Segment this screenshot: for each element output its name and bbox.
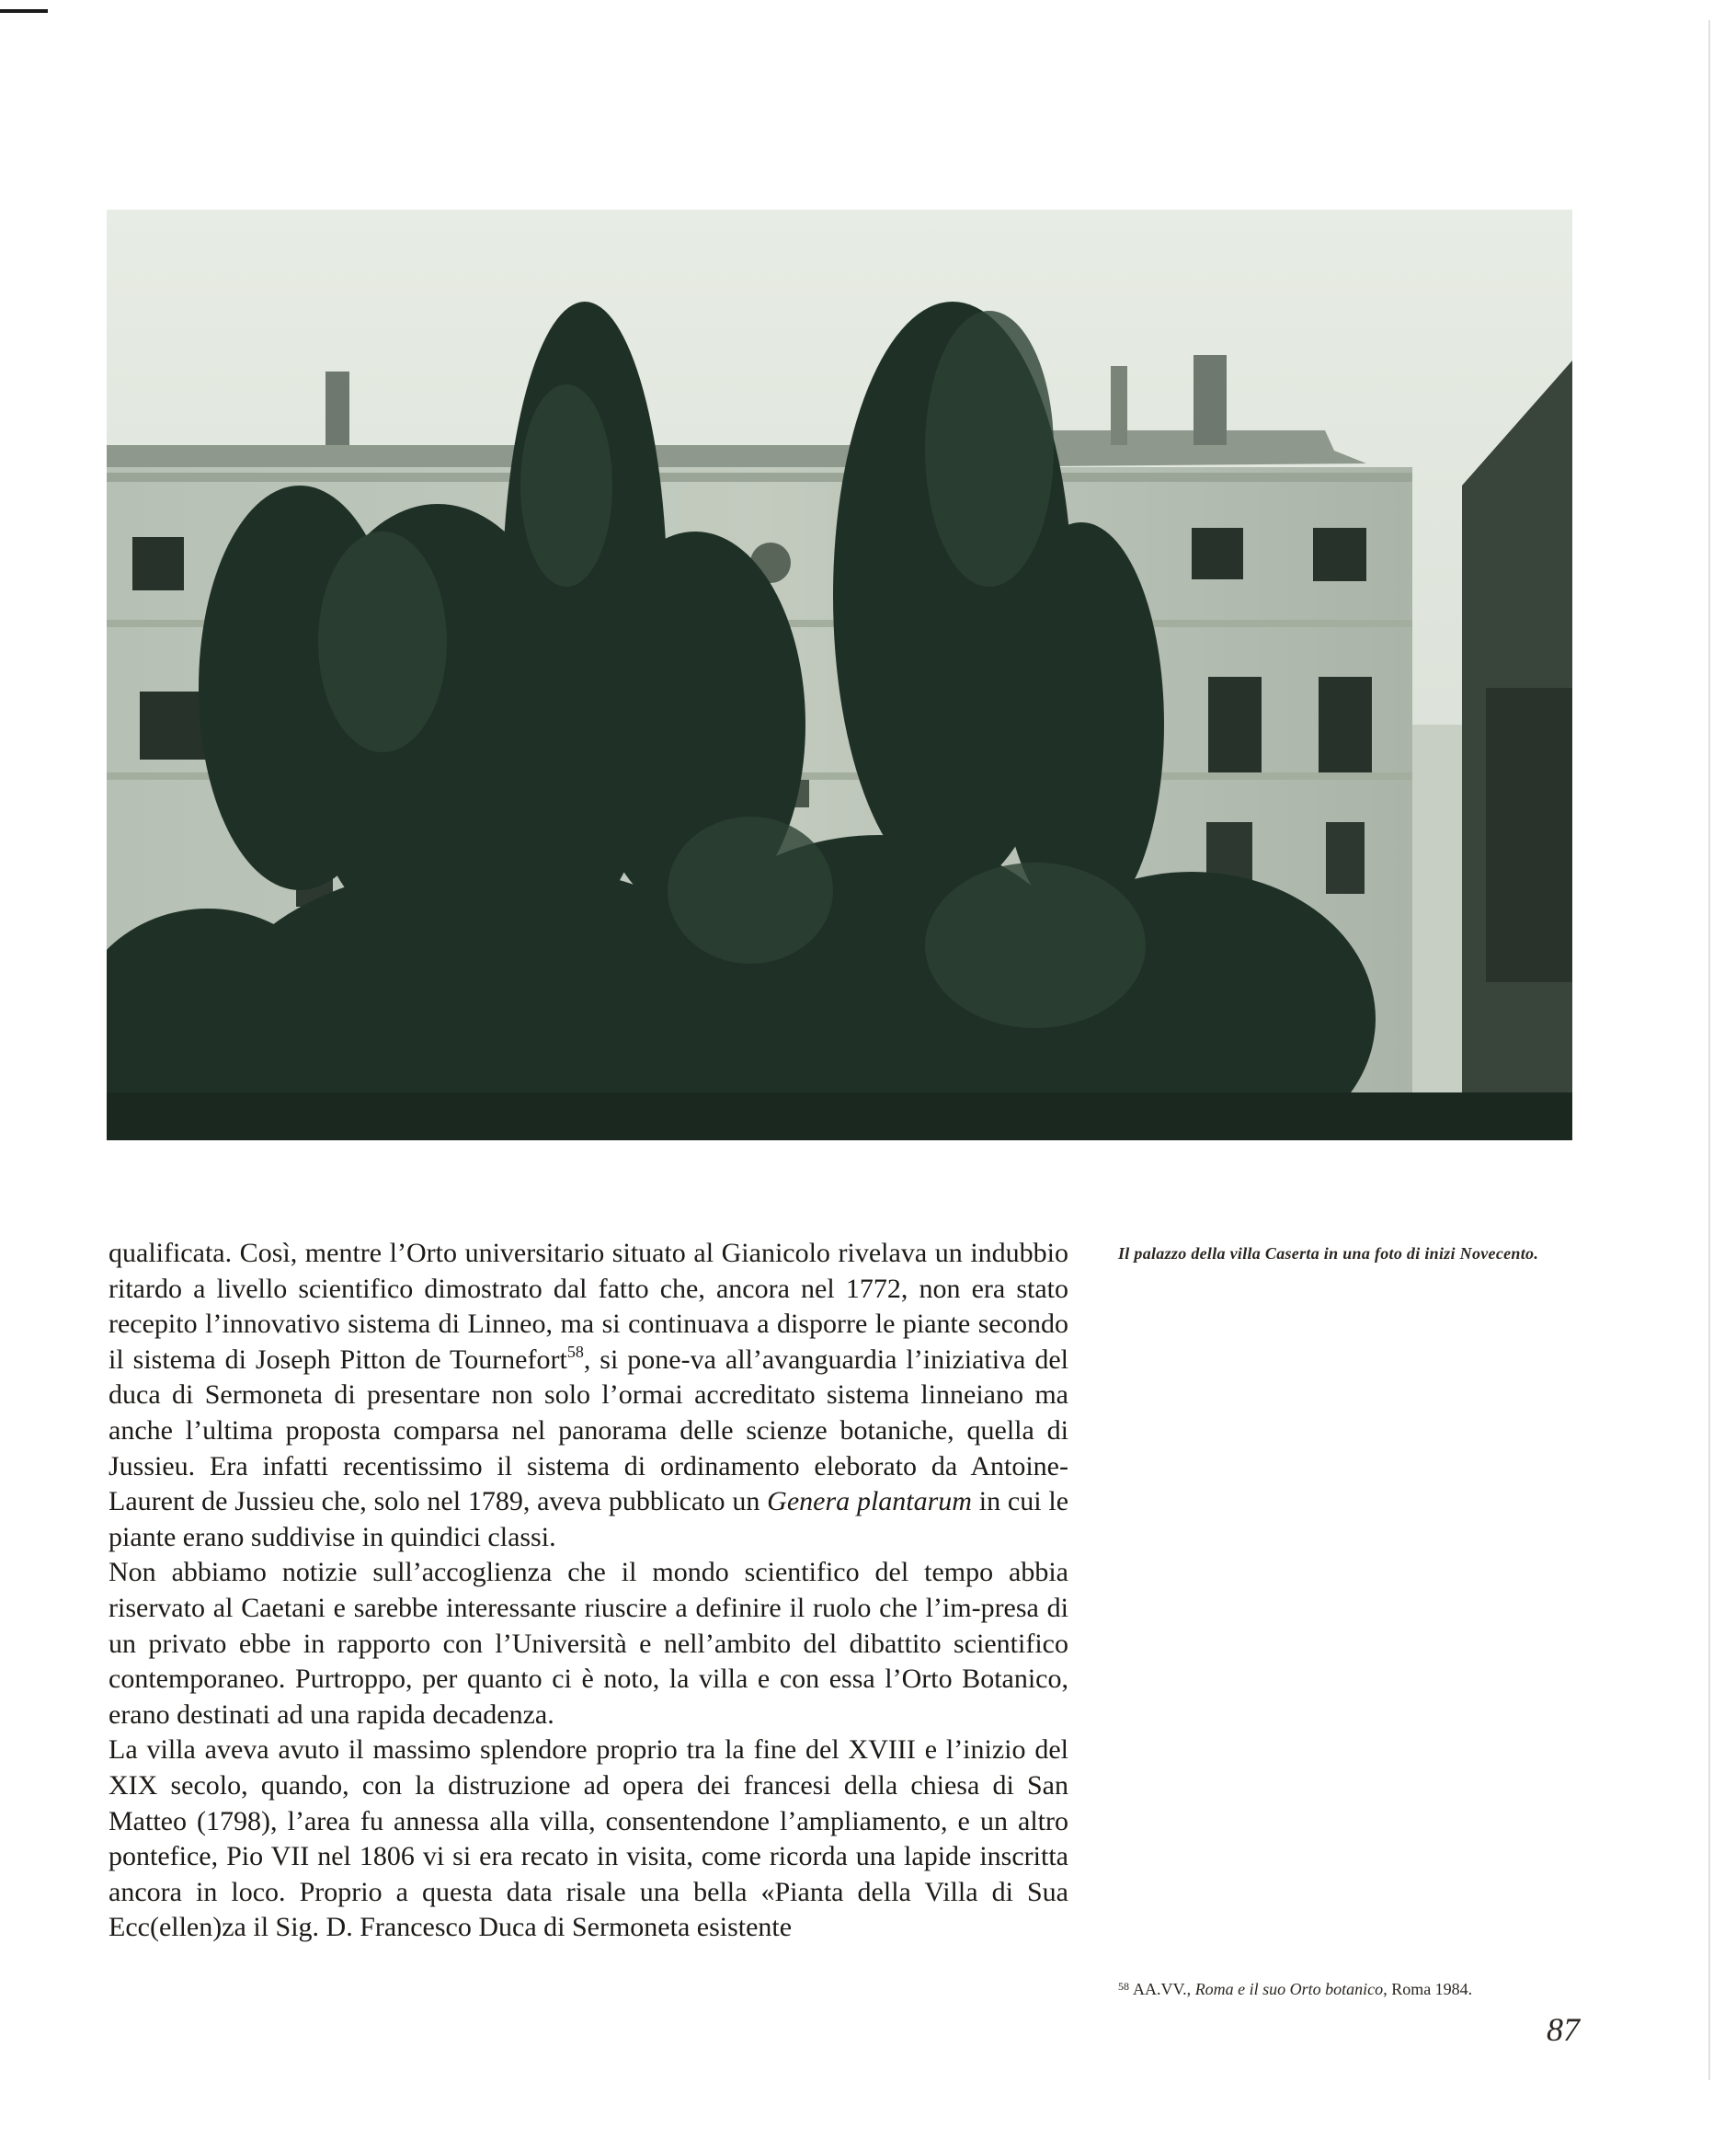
crop-mark	[0, 9, 48, 13]
page-edge-line	[1708, 20, 1710, 2080]
paragraph-1-part-c: in cui le piante erano suddivise in quindici classi.	[108, 1486, 1069, 1552]
palazzo-photo-drawing	[107, 210, 1572, 1140]
paragraph-1-part-b: , si pone-va all’avanguardia l’iniziativa del duca di Sermoneta di presentare non solo l’ormai accreditato sistema linneiano ma anche l’ultima proposta comparsa nel panorama delle scienze botaniche, quella di Jussieu. Era infatti recentissimo il sistema di ordinamento eleborato da Antoine-Laurent de Jussieu che, solo nel 1789, aveva pubblicato un	[108, 1344, 1068, 1517]
paragraph-2: Non abbiamo notizie sull’accoglienza che il mondo scientifico del tempo abbia riservato al Caetani e sarebbe interessante riuscire a definire il ruolo che l’im-presa di un privato ebbe in rapporto con l’Università e nell’ambito del dibattito scientifico contemporaneo. Purtroppo, per quanto ci è noto, la villa e con essa l’Orto Botanico, erano destinati ad una rapida decadenza.	[108, 1557, 1068, 1730]
paragraph-1	[108, 1236, 1068, 1555]
footnote-rest: , Roma 1984.	[1383, 1980, 1473, 1998]
footnote-number: 58	[1118, 1980, 1129, 1993]
photo-caption: Il palazzo della villa Caserta in una foto di inizi Novecento.	[1118, 1244, 1539, 1263]
palazzo-photo	[107, 210, 1572, 1140]
footnote-ref-58: 58	[566, 1342, 584, 1361]
footnote-authors: AA.VV.,	[1133, 1980, 1195, 1998]
paragraph-3: La villa aveva avuto il massimo splendore proprio tra la fine del XVIII e l’inizio del XIX secolo, quando, con la distruzione ad opera dei francesi della chiesa di San Matteo (1798), l’area fu annessa alla villa, consentendone l’ampliamento, e un altro pontefice, Pio VII nel 1806 vi si era recato in visita, come ricorda una lapide inscritta ancora in loco. Proprio a questa data risale una bella «Pianta della Villa di Sua Ecc(ellen)za il Sig. D. Francesco Duca di Sermoneta esistente	[108, 1734, 1068, 1943]
page-number: 87	[1547, 2011, 1580, 2048]
paragraph-1-part-a: qualificata. Così, mentre l’Orto universitario situato al Gianicolo rivelava un indubbio ritardo a livello scientifico dimostrato dal fatto che, ancora nel 1772, non era stato recepito l’innovativo sistema di Linneo, ma si continuava a disporre le piante secondo il sistema di Joseph Pitton de Tournefort	[108, 1238, 1068, 1375]
footnote	[1118, 1975, 1572, 2000]
main-text	[108, 1236, 1068, 1946]
book-title: Genera plantarum	[767, 1486, 972, 1517]
footnote-title: Roma e il suo Orto botanico	[1194, 1980, 1384, 1998]
